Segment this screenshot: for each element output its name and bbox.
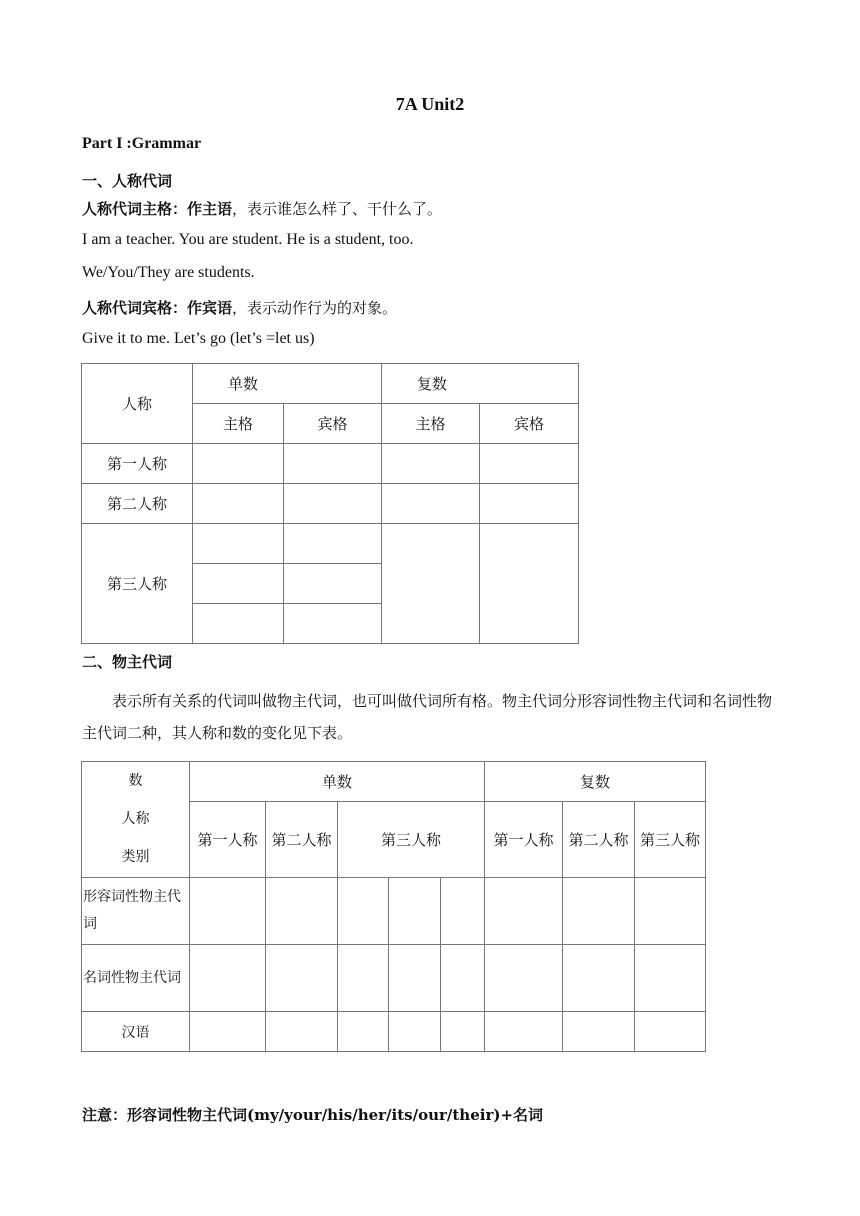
table2-corner (82, 762, 190, 878)
subject-label: 人称代词主格：作主语 (82, 200, 233, 218)
table2-plural-third: 第三人称 (635, 802, 706, 878)
table2-singular: 单数 (190, 762, 485, 802)
table-cell (193, 604, 284, 644)
table-cell (441, 1012, 485, 1052)
table-row (82, 1012, 706, 1052)
table2-corner-person: 人称 (121, 811, 150, 827)
object-line (82, 297, 397, 318)
table2-row-chinese: 汉语 (82, 1012, 190, 1052)
example-3: Give it to me. Let’s go (let’s =let us) (82, 330, 315, 347)
section2-heading: 二、物主代词 (82, 653, 173, 671)
table-cell (389, 1012, 441, 1052)
table2-corner-category: 类别 (121, 849, 150, 865)
table1-singular-nominative: 主格 (193, 404, 284, 444)
table-cell (284, 444, 382, 484)
table-cell (441, 945, 485, 1012)
table-cell (382, 524, 480, 644)
subject-line (82, 198, 442, 219)
table-cell (190, 878, 266, 945)
table-cell (284, 524, 382, 564)
table-row (82, 878, 706, 945)
table-cell (338, 945, 389, 1012)
personal-pronoun-table (81, 363, 579, 644)
table-cell (485, 878, 563, 945)
object-desc: ，表示动作行为的对象。 (232, 299, 398, 317)
table-cell (190, 1012, 266, 1052)
table1-plural-accusative: 宾格 (480, 404, 579, 444)
table-row (82, 484, 579, 524)
part-heading: Part I :Grammar (82, 135, 202, 152)
table-cell (382, 444, 480, 484)
table1-corner: 人称 (82, 364, 193, 444)
table1-row-first: 第一人称 (82, 444, 193, 484)
table1-plural: 复数 (382, 364, 579, 404)
table-cell (338, 878, 389, 945)
table-cell (485, 1012, 563, 1052)
table2-singular-second: 第二人称 (266, 802, 338, 878)
table1-singular-accusative: 宾格 (284, 404, 382, 444)
table-cell (635, 1012, 706, 1052)
table-cell (193, 444, 284, 484)
table1-row-third: 第三人称 (82, 524, 193, 644)
table-cell (480, 444, 579, 484)
table-cell (485, 945, 563, 1012)
table1-singular: 单数 (193, 364, 382, 404)
note-text: 注意：形容词性物主代词(my/your/his/her/its/our/their)+名词 (82, 1106, 544, 1124)
table2-row-adjectival: 形容词性物主代词 (82, 878, 190, 945)
section1-heading: 一、人称代词 (82, 172, 173, 190)
table2-plural-first: 第一人称 (485, 802, 563, 878)
table-cell (635, 878, 706, 945)
table-cell (389, 945, 441, 1012)
table-cell (441, 878, 485, 945)
section2-paragraph: 表示所有关系的代词叫做物主代词，也可叫做代词所有格。物主代词分形容词性物主代词和名词性物主代词二种，其人称和数的变化见下表。 (82, 692, 773, 742)
table-cell (563, 945, 635, 1012)
table2-row-nominal: 名词性物主代词 (82, 945, 190, 1012)
table1-row-second: 第二人称 (82, 484, 193, 524)
table-cell (284, 604, 382, 644)
table2-singular-third: 第三人称 (338, 802, 485, 878)
table-cell (193, 564, 284, 604)
page-title: 7A Unit2 (395, 94, 465, 114)
table2-plural: 复数 (485, 762, 706, 802)
possessive-pronoun-table (81, 761, 706, 1052)
object-label: 人称代词宾格：作宾语 (82, 299, 233, 317)
table-cell (563, 1012, 635, 1052)
table2-corner-number: 数 (128, 773, 143, 789)
table-row (82, 945, 706, 1012)
table-row (82, 444, 579, 484)
example-2: We/You/They are students. (82, 264, 255, 281)
table-cell (266, 878, 338, 945)
table-cell (338, 1012, 389, 1052)
table1-plural-nominative: 主格 (382, 404, 480, 444)
example-1: I am a teacher. You are student. He is a student, too. (82, 231, 414, 248)
table-cell (382, 484, 480, 524)
table-cell (266, 945, 338, 1012)
table2-singular-first: 第一人称 (190, 802, 266, 878)
table-cell (480, 484, 579, 524)
table-cell (193, 524, 284, 564)
table-row (82, 524, 579, 564)
table-cell (635, 945, 706, 1012)
subject-desc: ，表示谁怎么样了、干什么了。 (232, 200, 443, 218)
table-cell (190, 945, 266, 1012)
table-cell (389, 878, 441, 945)
table-cell (284, 564, 382, 604)
table-cell (480, 524, 579, 644)
table-cell (266, 1012, 338, 1052)
table-cell (284, 484, 382, 524)
table2-plural-second: 第二人称 (563, 802, 635, 878)
table-cell (563, 878, 635, 945)
table-cell (193, 484, 284, 524)
